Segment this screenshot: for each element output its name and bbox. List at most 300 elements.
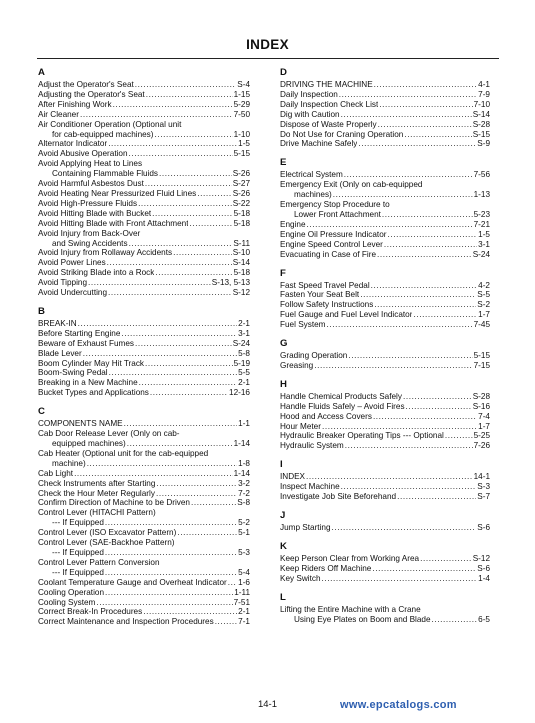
entry-title: Avoid Undercutting [38,288,108,298]
index-entry[interactable] [38,518,250,528]
entry-page: 1-15 [233,89,250,99]
entry-title: Boom Cylinder May Hit Track [38,358,145,368]
index-entry[interactable] [280,472,490,482]
index-entry[interactable] [38,568,250,578]
entry-title: Avoid High-Pressure Fluids [38,198,138,208]
entry-page: 1-13 [473,190,490,200]
index-entry[interactable] [38,528,250,538]
entry-title: Alternator Indicator [38,139,108,149]
entry-title: Inspect Machine [280,482,340,492]
index-entry[interactable] [280,574,490,584]
index-entry[interactable] [38,268,250,278]
index-entry[interactable] [280,402,490,412]
index-entry[interactable] [280,482,490,492]
entry-title: Check Instruments after Starting [38,478,156,488]
entry-title: Breaking in a New Machine [38,378,138,388]
index-entry[interactable] [38,199,250,209]
index-entry[interactable] [38,459,250,469]
entry-title: Keep Riders Off Machine [280,563,372,573]
index-entry[interactable] [280,431,490,441]
dot-leader [128,239,233,249]
dot-leader [126,439,233,449]
index-entry-heading: Control Lever (SAE-Backhoe Pattern) [38,538,175,548]
entry-page: S-14 [232,258,250,268]
entry-page: 1-8 [238,458,250,468]
index-entry[interactable] [38,149,250,159]
entry-page: S-12 [232,288,250,298]
entry-page: S-5 [477,290,490,300]
index-entry[interactable] [38,239,250,249]
dot-leader [332,190,473,200]
index-entry[interactable] [280,240,490,250]
index-entry[interactable] [280,281,490,291]
index-entry[interactable] [38,368,250,378]
entry-title: Containing Flammable Fluids [52,169,159,179]
entry-title: Fast Speed Travel Pedal [280,280,370,290]
dot-leader [155,479,237,489]
dot-leader [359,290,476,300]
dot-leader [104,588,233,598]
entry-page: S-6 [477,523,490,532]
index-entry[interactable] [38,258,250,268]
dot-leader [377,120,472,130]
entry-title: Adjust the Operator's Seat [38,80,134,89]
entry-page: 5-25 [473,431,490,441]
index-entry[interactable] [38,489,250,499]
index-entry[interactable] [280,564,490,574]
entry-page: S-10 [232,248,250,258]
index-entry[interactable] [280,120,490,130]
entry-title: After Finishing Work [38,99,112,109]
index-entry[interactable] [38,588,250,598]
index-entry[interactable] [38,139,250,149]
entry-page: S-26 [232,188,250,198]
entry-title: Engine [280,219,306,229]
entry-page: 5-5 [238,368,250,378]
dot-leader [444,431,473,441]
dot-leader [326,320,473,330]
index-entry[interactable] [38,319,250,329]
index-entry-heading: Cab Heater (Optional unit for the cab-equipped [38,448,209,458]
entry-title: Daily Inspection Check List [280,99,379,109]
index-section-k [280,541,490,584]
dot-leader [387,230,478,240]
entry-page: 7-26 [473,441,490,451]
entry-page: 5-23 [473,209,490,219]
index-entry[interactable] [38,617,250,627]
index-entry[interactable] [38,100,250,110]
dot-leader [95,598,232,608]
index-entry[interactable] [280,170,490,180]
entry-title: Greasing [280,360,314,370]
entry-page: 5-18 [233,268,250,278]
entry-page: 5-29 [233,99,250,109]
entry-title: Avoid Striking Blade into a Rock [38,268,155,278]
index-entry[interactable] [38,548,250,558]
entry-title: --- If Equipped [52,567,104,577]
entry-page: S-24 [472,249,490,259]
entry-page: 1-4 [478,573,490,583]
entry-title: Fuel System [280,320,326,330]
dot-leader [403,130,471,140]
dot-leader [378,100,472,110]
index-entry[interactable] [38,80,250,90]
section-letter: K [280,540,287,552]
dot-leader [343,170,473,180]
dot-leader [106,258,232,268]
entry-page: S-28 [472,119,490,129]
index-entry[interactable] [38,130,250,140]
dot-leader [82,349,237,359]
page-title: INDEX [246,37,289,52]
index-section-b [38,306,250,398]
entry-page: S-11 [233,238,250,248]
entry-page: S-22 [232,198,250,208]
entry-page: S-14 [472,109,490,119]
dot-leader [155,489,237,499]
index-entry[interactable] [280,441,490,451]
entry-title: machine) [52,458,86,468]
dot-leader [107,139,237,149]
entry-page: 1-10 [233,129,250,139]
entry-title: Before Starting Engine [38,328,121,338]
entry-title: Avoid Injury from Rollaway Accidents [38,248,173,258]
index-entry[interactable] [280,90,490,100]
index-entry[interactable] [38,329,250,339]
entry-title: Drive Machine Safely [280,139,358,149]
dot-leader [142,607,237,617]
section-letter: J [280,510,286,521]
index-entry[interactable] [280,422,490,432]
dot-leader [137,199,232,209]
entry-title: Engine Speed Control Lever [280,239,383,249]
index-entry[interactable] [38,90,250,100]
dot-leader [145,90,233,100]
entry-title: Key Switch [280,573,321,583]
dot-leader [372,412,477,422]
dot-leader [128,149,233,159]
entry-title: DRIVING THE MACHINE [280,80,373,89]
index-entry[interactable] [280,554,490,564]
entry-title: Hydraulic Breaker Operating Tips --- Optional [280,431,444,441]
index-entry[interactable] [280,320,490,330]
entry-page: S-16 [472,401,490,411]
dot-leader [214,617,237,627]
entry-title: Electrical System [280,170,343,180]
index-entry[interactable] [38,607,250,617]
index-entry[interactable] [280,250,490,260]
entry-page: 7-21 [473,219,490,229]
index-section-a [38,67,250,298]
dot-leader [112,100,233,110]
index-entry[interactable] [280,110,490,120]
entry-page: 1-7 [478,421,490,431]
entry-title: Blade Lever [38,348,82,358]
entry-page: S-26 [232,169,250,179]
entry-page: S-9 [477,139,490,149]
entry-title: for cab-equipped machines) [52,129,154,139]
dot-leader [151,209,232,219]
entry-title: Avoid Abusive Operation [38,149,128,159]
index-entry[interactable] [38,209,250,219]
watermark: www.epcatalogs.com [340,699,457,711]
section-letter: A [38,67,45,78]
index-entry[interactable] [38,248,250,258]
dot-leader [313,361,472,371]
entry-page: 5-2 [238,518,250,528]
section-letter: H [280,378,287,390]
index-entry[interactable] [280,210,490,220]
dot-leader [144,359,233,369]
entry-page: S-13, 5-13 [211,278,250,288]
entry-title: Correct Maintenance and Inspection Procedures [38,617,214,627]
dot-leader [305,472,473,482]
index-section-j [280,510,490,533]
entry-title: Air Cleaner [38,109,79,119]
index-entry[interactable] [38,578,250,588]
index-entry[interactable] [280,615,490,625]
dot-leader [134,339,232,349]
dot-leader [402,392,472,402]
entry-title: Avoid Harmful Asbestos Dust [38,179,144,189]
entry-page: 5-18 [233,208,250,218]
dot-leader [338,90,477,100]
index-entry[interactable] [38,219,250,229]
index-entry-heading: Control Lever Pattern Conversion [38,557,160,567]
entry-page: 1-5 [238,139,250,149]
dot-leader [431,615,478,625]
entry-title: Cooling Operation [38,587,104,597]
entry-title: Evacuating in Case of Fire [280,249,377,259]
page-number: 14-1 [257,699,277,710]
dot-leader [108,368,238,378]
dot-leader [396,492,476,502]
entry-title: Engine Oil Pressure Indicator [280,229,387,239]
dot-leader [373,80,478,90]
entry-title: Correct Break-In Procedures [38,607,143,617]
index-entry[interactable] [280,361,490,371]
index-entry[interactable] [38,179,250,189]
entry-page: 4-1 [478,80,490,89]
index-entry[interactable] [38,288,250,298]
title-rule [37,58,499,59]
entry-title: Handle Fluids Safely – Avoid Fires [280,401,405,411]
index-section-e [280,157,490,259]
index-entry-heading: Emergency Exit (Only on cab-equipped [280,180,423,190]
section-letter: D [280,67,287,78]
index-section-d [280,67,490,149]
index-section-i [280,459,490,502]
index-entry[interactable] [38,388,250,398]
entry-page: S-15 [472,129,490,139]
entry-title: Confirm Direction of Machine to be Driven [38,498,190,508]
dot-leader [190,498,236,508]
dot-leader [86,459,237,469]
index-section-c [38,406,250,627]
dot-leader [371,564,476,574]
entry-page: 2-1 [238,318,250,328]
index-entry[interactable] [38,278,250,288]
index-section-g [280,338,490,371]
index-entry[interactable] [38,479,250,489]
entry-page: 5-1 [238,528,250,538]
entry-title: Avoid Power Lines [38,258,106,268]
entry-page: 5-4 [238,567,250,577]
entry-page: S-2 [477,300,490,310]
index-entry-heading: Avoid Injury from Back-Over [38,228,141,238]
index-entry-heading: Control Lever (HITACHI Pattern) [38,508,156,518]
index-entry[interactable] [280,139,490,149]
index-entry-heading: Emergency Stop Procedure to [280,200,390,210]
dot-leader [321,574,478,584]
entry-title: equipped machines) [52,439,126,448]
dot-leader [104,548,237,558]
index-column-right [280,67,490,624]
entry-title: Dispose of Waste Properly [280,119,377,129]
dot-leader [79,110,233,120]
index-entry-heading: Avoid Applying Heat to Lines [38,159,143,169]
entry-page: 1-1 [238,419,250,429]
dot-leader [158,169,232,179]
dot-leader [73,469,233,479]
entry-title: Keep Person Clear from Working Area [280,553,420,563]
index-entry[interactable] [280,130,490,140]
entry-page: 7-2 [238,488,250,498]
entry-title: Investigate Job Site Beforehand [280,492,397,502]
dot-leader [138,378,237,388]
section-letter: B [38,305,45,317]
dot-leader [373,300,476,310]
index-entry[interactable] [280,80,490,90]
entry-page: 7-10 [473,99,490,109]
entry-page: 6-5 [478,614,490,624]
entry-title: --- If Equipped [52,547,104,557]
dot-leader [370,281,477,291]
dot-leader [134,80,236,90]
entry-title: Cab Light [38,468,74,478]
index-entry-heading: Air Conditioner Operation (Optional unit [38,119,182,129]
index-entry[interactable] [38,169,250,179]
index-entry[interactable] [280,190,490,200]
entry-page: S-4 [237,80,250,89]
index-entry[interactable] [280,351,490,361]
entry-page: 3-1 [238,328,250,338]
index-entry[interactable] [38,189,250,199]
dot-leader [340,482,477,492]
entry-page: 1-5 [478,229,490,239]
entry-page: 1-11 [234,587,250,597]
entry-title: Avoid Tipping [38,278,88,288]
dot-leader [154,268,232,278]
entry-title: Fuel Gauge and Fuel Level Indicator [280,310,413,320]
index-entry[interactable] [38,339,250,349]
entry-page: 5-15 [233,149,250,159]
entry-title: Avoid Heating Near Pressurized Fluid Lines [38,188,197,198]
entry-page: S-12 [472,553,490,563]
dot-leader [412,310,477,320]
index-entry[interactable] [38,439,250,449]
dot-leader [306,220,473,230]
dot-leader [196,189,231,199]
entry-page: 2-1 [238,607,250,617]
entry-title: Dig with Caution [280,109,340,119]
entry-page: 7-1 [238,617,250,627]
entry-page: S-28 [472,391,490,401]
index-entry-heading: Cab Door Release Lever (Only on cab- [38,429,180,439]
entry-title: Hydraulic System [280,441,344,451]
index-entry[interactable] [38,598,250,608]
dot-leader [321,422,477,432]
entry-title: COMPONENTS NAME [38,419,123,429]
index-entry[interactable] [280,392,490,402]
dot-leader [347,351,472,361]
entry-title: Boom-Swing Pedal [38,368,108,378]
dot-leader [104,568,237,578]
entry-title: machines) [294,190,332,200]
index-entry[interactable] [280,523,490,533]
index-entry[interactable] [280,290,490,300]
section-letter: I [280,459,283,471]
entry-title: --- If Equipped [52,518,104,528]
index-entry[interactable] [38,359,250,369]
index-entry[interactable] [38,419,250,429]
entry-page: 1-6 [238,577,250,587]
entry-page: 7-4 [478,411,490,421]
entry-page: 2-1 [238,378,250,388]
index-entry[interactable] [38,498,250,508]
dot-leader [77,319,237,329]
index-entry[interactable] [38,349,250,359]
entry-page: S-3 [477,482,490,492]
entry-title: BREAK-IN [38,318,77,328]
index-entry[interactable] [38,110,250,120]
entry-page: S-7 [477,492,490,502]
entry-page: 5-8 [238,348,250,358]
entry-title: Follow Safety Instructions [280,300,374,310]
index-entry[interactable] [280,412,490,422]
index-entry[interactable] [280,492,490,502]
index-entry[interactable] [280,220,490,230]
entry-title: Hood and Access Covers [280,411,372,421]
entry-title: Avoid Hitting Blade with Front Attachment [38,218,189,228]
dot-leader [357,139,476,149]
dot-leader [381,210,473,220]
index-entry[interactable] [38,469,250,479]
entry-title: Avoid Hitting Blade with Bucket [38,208,152,218]
entry-title: Fasten Your Seat Belt [280,290,360,300]
entry-page: 3-1 [478,239,490,249]
index-entry[interactable] [280,230,490,240]
section-letter: G [280,338,288,350]
entry-page: S-6 [477,563,490,573]
section-letter: C [38,406,45,418]
entry-page: 4-2 [478,280,490,290]
dot-leader [344,441,473,451]
index-entry[interactable] [280,300,490,310]
entry-page: 3-2 [238,478,250,488]
index-entry[interactable] [280,310,490,320]
entry-title: Do Not Use for Craning Operation [280,129,404,139]
index-entry[interactable] [38,378,250,388]
dot-leader [176,528,237,538]
index-entry[interactable] [280,100,490,110]
dot-leader [419,554,472,564]
entry-title: Daily Inspection [280,89,338,99]
entry-title: Hour Meter [280,421,321,431]
entry-page: 7-45 [473,320,490,330]
entry-title: Cooling System [38,597,96,607]
entry-title: Using Eye Plates on Boom and Blade [294,614,431,624]
